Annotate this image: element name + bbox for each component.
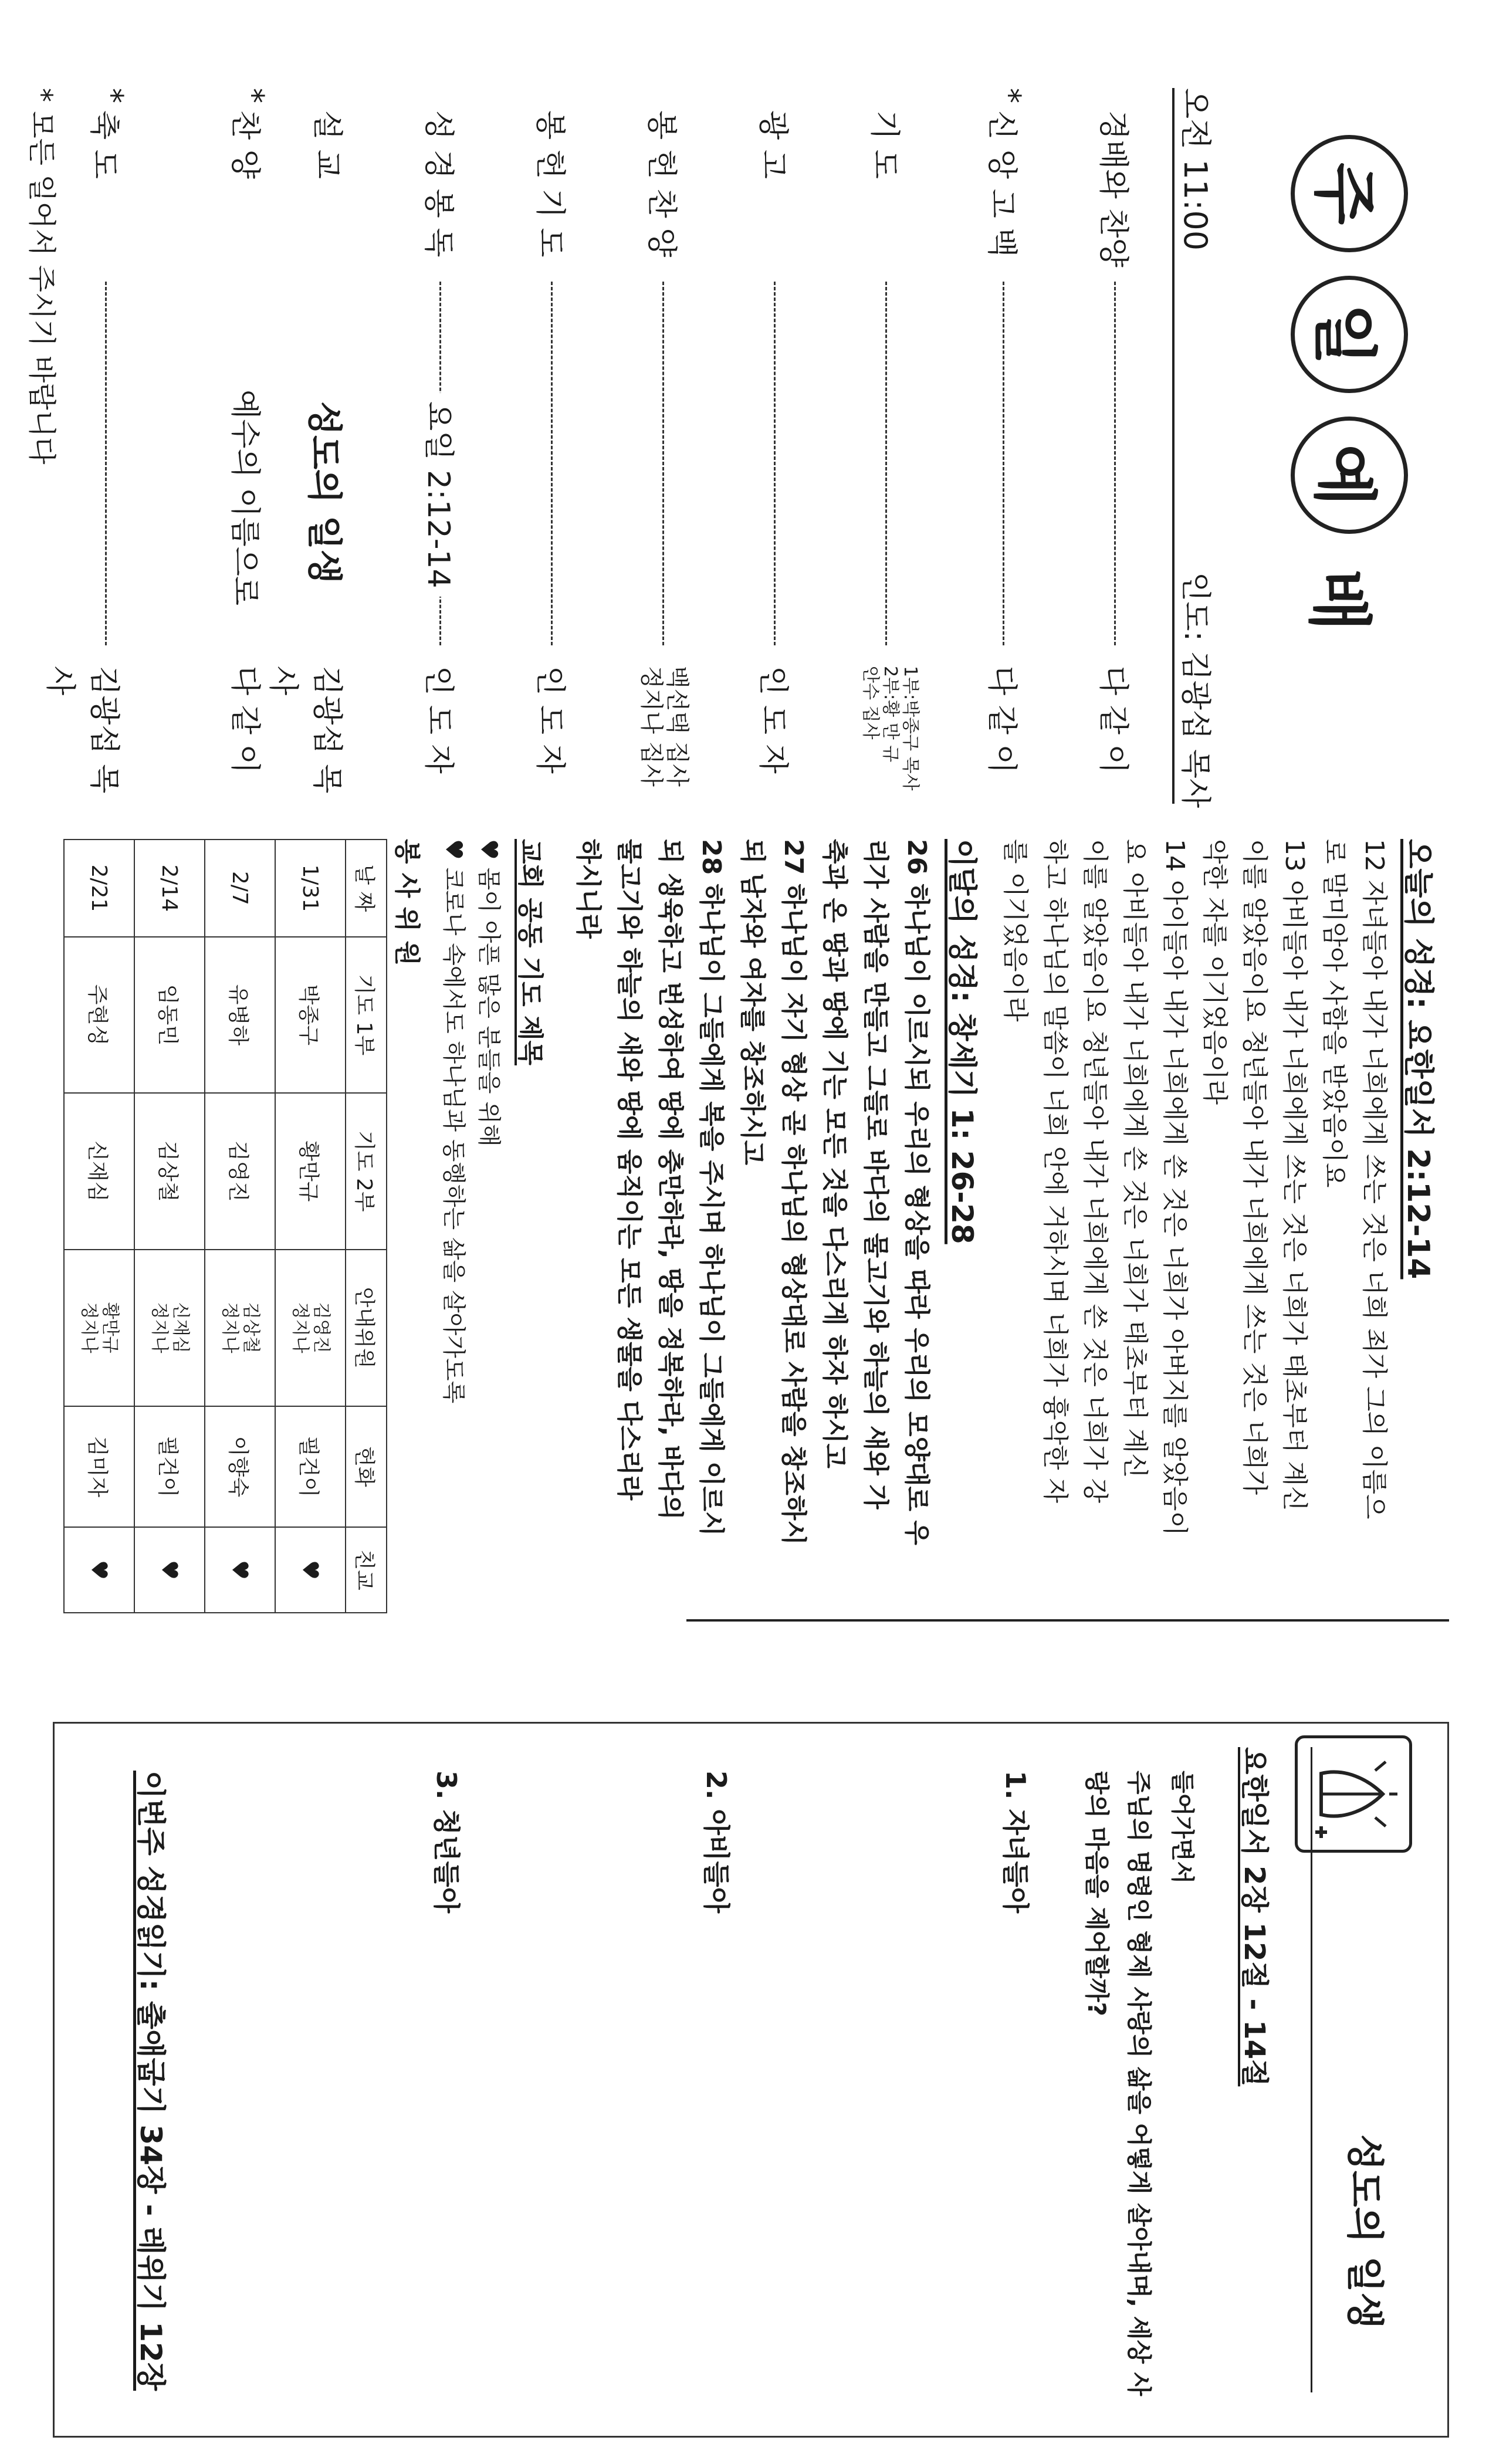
table-header: 기도 1부 bbox=[346, 937, 387, 1093]
dash-leader bbox=[105, 282, 107, 645]
table-cell: 2/21 bbox=[64, 840, 134, 937]
prayer-item: ♥ 몸이 아픈 많은 분들을 위해 bbox=[475, 839, 502, 1147]
table-cell: 신재심 정지나 bbox=[134, 1250, 205, 1406]
table-cell-heart: ♥ bbox=[134, 1527, 205, 1613]
dash-leader bbox=[774, 282, 776, 645]
reflection-subtitle: 요한일서 2장 12절 - 14절 bbox=[1238, 1747, 1271, 2087]
scripture-reference: 요일 2:12-14 bbox=[419, 393, 463, 597]
order-item-name: 찬 양 bbox=[227, 110, 262, 179]
table-cell: 김상철 정지나 bbox=[205, 1250, 275, 1406]
table-row bbox=[134, 840, 205, 1613]
title-rule bbox=[1311, 1747, 1312, 2392]
title-char-3: 예 bbox=[1291, 417, 1408, 534]
table-row bbox=[275, 840, 346, 1613]
verse-line: 축과 온 땅과 땅에 기는 모든 것을 다스리게 하자 하시고 bbox=[820, 839, 849, 1468]
today-scripture-heading: 오늘의 성경: 요한일서 2:12-14 bbox=[1400, 839, 1436, 1280]
table-cell-heart: ♥ bbox=[64, 1527, 134, 1613]
order-item-name: 기 도 bbox=[867, 110, 902, 179]
order-item-person: 1부:박종구 목사 2부:황 만 규 안수 집사 bbox=[860, 666, 920, 791]
dash-leader bbox=[551, 282, 553, 645]
table-cell: 김영진 정지나 bbox=[275, 1250, 346, 1406]
weekly-bible-reading: 이번주 성경읽기: 출애굽기 34장 - 레위기 12장 bbox=[134, 1771, 168, 2391]
order-item-name: 경배와 찬양 bbox=[1095, 110, 1131, 268]
order-item-person: 다 같 이 bbox=[227, 666, 262, 774]
standing-marker: * bbox=[991, 88, 1027, 103]
order-item bbox=[42, 88, 129, 804]
table-cell: 2/7 bbox=[205, 840, 275, 937]
title-char-1: 주 bbox=[1291, 135, 1408, 252]
service-table bbox=[63, 839, 387, 1613]
dash-leader bbox=[662, 282, 664, 645]
hymn-title: 예수의 이름으로 bbox=[226, 381, 270, 614]
table-cell: 김미자 bbox=[64, 1406, 134, 1527]
order-item bbox=[751, 88, 798, 804]
table-cell-heart: ♥ bbox=[275, 1527, 346, 1613]
order-item-name: 축 도 bbox=[86, 110, 121, 179]
dash-leader bbox=[1114, 282, 1116, 645]
table-header: 안내위원 bbox=[346, 1250, 387, 1406]
title-char-2: 일 bbox=[1291, 276, 1408, 393]
prayer-heading: 교회 공동 기도 제목 bbox=[515, 839, 545, 1065]
intro-question: 주님의 명령인 형제 사랑의 삶을 어떻게 살아내며, 세상 사랑의 마음을 제어할까? bbox=[1082, 1771, 1153, 2397]
table-header: 헌화 bbox=[346, 1406, 387, 1527]
verse-line: 악한 자를 이기었음이라 bbox=[1200, 839, 1230, 1105]
order-item bbox=[1091, 88, 1138, 804]
table-header-row bbox=[346, 840, 387, 1613]
order-item-person: 김광섭 목사 bbox=[42, 666, 121, 794]
order-item-name: 봉 헌 기 도 bbox=[532, 110, 567, 258]
verse-line: 하시니라 bbox=[573, 839, 603, 939]
service-time: 오전 11:00 bbox=[1177, 88, 1214, 251]
dash-leader bbox=[1003, 282, 1004, 645]
month-scripture-heading: 이달의 성경: 창세기 1: 26-28 bbox=[945, 839, 979, 1244]
table-row bbox=[205, 840, 275, 1613]
verse-line: 14 아이들아 내가 너희에게 쓴 것은 너희가 아버지를 알았음이 bbox=[1160, 839, 1190, 1536]
verse-line: 이를 알았음이요 청년들아 내가 너희에게 쓰는 것은 너희가 bbox=[1240, 839, 1270, 1495]
verse-line: 12 자녀들아 내가 너희에게 쓰는 것은 너희 죄가 그의 이름으 bbox=[1359, 839, 1389, 1519]
verse-line: 로 말미암아 사함을 받았음이요 bbox=[1319, 839, 1349, 1188]
worship-title bbox=[1267, 135, 1408, 722]
prayer-item: ♥ 코로나 속에서도 하나님과 동행하는 삶을 살아가도록 bbox=[440, 839, 467, 1404]
order-item-person: 다 같 이 bbox=[1095, 666, 1131, 774]
reflection-point: 1. 자녀들아 bbox=[1000, 1771, 1031, 1914]
verse-line: 되 남자와 여자를 창조하시고 bbox=[737, 839, 767, 1166]
verse-line: 물고기와 하늘의 새와 땅에 움직이는 모든 생물을 다스리라 bbox=[614, 839, 644, 1501]
table-cell: 이향숙 bbox=[205, 1406, 275, 1527]
title-char-4: 배 bbox=[1301, 569, 1376, 632]
dash-leader bbox=[885, 282, 887, 645]
reflection-point: 3. 청년들아 bbox=[431, 1771, 462, 1914]
order-item-person: 김광섭 목사 bbox=[265, 666, 344, 794]
reflection-title: 성도의 일생 bbox=[1342, 2134, 1386, 2329]
verse-line: 리가 사람을 만들고 그들로 바다의 물고기와 하늘의 새와 가 bbox=[861, 839, 891, 1509]
table-cell: 2/14 bbox=[134, 840, 205, 937]
order-item-person: 백선택 집사 정지나 집사 bbox=[638, 666, 691, 787]
standing-footnote: * 모든 일어서 주시기 바랍니다 bbox=[25, 88, 58, 465]
table-cell: 황만규 bbox=[275, 1093, 346, 1249]
table-cell: 임동민 bbox=[134, 937, 205, 1093]
order-item-name: 봉 헌 찬 양 bbox=[644, 110, 679, 258]
worship-order-panel bbox=[0, 0, 1496, 839]
order-item bbox=[638, 88, 691, 804]
table-header: 친교 bbox=[346, 1527, 387, 1613]
verse-line: 하고 하나님의 말씀이 너희 안에 거하시며 너희가 흉악한 자 bbox=[1040, 839, 1070, 1503]
sermon-reflection-panel bbox=[53, 1722, 1449, 2438]
table-header: 날 짜 bbox=[346, 840, 387, 937]
order-item bbox=[223, 88, 270, 804]
standing-marker: * bbox=[94, 88, 129, 103]
table-cell: 1/31 bbox=[275, 840, 346, 937]
verse-line: 이를 알았음이요 청년들아 내가 너희에게 쓴 것은 너희가 강 bbox=[1080, 839, 1110, 1503]
header-rule bbox=[1172, 88, 1175, 804]
verse-line: 27 하나님이 자기 형상 곧 하나님의 형상대로 사람을 창조하시 bbox=[779, 839, 808, 1545]
verse-line: 요 아비들아 내가 너희에게 쓴 것은 너희가 태초부터 계신 bbox=[1120, 839, 1150, 1478]
table-cell: 신재심 bbox=[64, 1093, 134, 1249]
order-item-person: 인 도 자 bbox=[755, 666, 790, 774]
verse-line: 26 하나님이 이르시되 우리의 형상을 따라 우리의 모양대로 우 bbox=[902, 839, 932, 1545]
verse-line: 28 하나님이 그들에게 복을 주시며 하나님이 그들에게 이르시 bbox=[696, 839, 726, 1536]
order-item-name: 광 고 bbox=[755, 110, 790, 179]
table-cell: 김상철 bbox=[134, 1093, 205, 1249]
praying-hands-icon bbox=[1298, 1738, 1409, 1850]
order-item bbox=[528, 88, 575, 804]
order-item-name: 성 경 봉 독 bbox=[421, 110, 456, 258]
panel-divider bbox=[686, 1619, 1449, 1622]
table-cell: 주현성 bbox=[64, 937, 134, 1093]
order-item bbox=[265, 88, 352, 804]
order-item-person: 인 도 자 bbox=[532, 666, 567, 774]
order-item bbox=[417, 88, 463, 804]
table-cell: 유병하 bbox=[205, 937, 275, 1093]
order-item-name: 신 앙 고 백 bbox=[984, 110, 1019, 258]
table-cell: 필건이 bbox=[275, 1406, 346, 1527]
table-cell: 황만규 정지나 bbox=[64, 1250, 134, 1406]
sermon-title: 성도의 일생 bbox=[302, 393, 352, 592]
order-item bbox=[980, 88, 1027, 804]
standing-marker: * bbox=[235, 88, 270, 103]
verse-line: 되 생육하고 번성하여 땅에 충만하라, 땅을 정복하라, 바다의 bbox=[655, 839, 685, 1520]
order-item-name: 설 교 bbox=[309, 110, 344, 179]
table-cell: 박종구 bbox=[275, 937, 346, 1093]
order-item-person: 다 같 이 bbox=[984, 666, 1019, 774]
table-cell-heart: ♥ bbox=[205, 1527, 275, 1613]
scripture-panel bbox=[0, 839, 1496, 1657]
praying-hands-logo bbox=[1295, 1735, 1412, 1853]
table-cell: 필건이 bbox=[134, 1406, 205, 1527]
service-leader: 인도: 김광섭 목사 bbox=[1177, 572, 1213, 808]
service-committee-heading: 봉 사 위 원 bbox=[392, 839, 422, 966]
table-header: 기도 2부 bbox=[346, 1093, 387, 1249]
reflection-point: 2. 아비들아 bbox=[700, 1771, 732, 1914]
table-cell: 김영진 bbox=[205, 1093, 275, 1249]
order-item-person: 인 도 자 bbox=[421, 666, 456, 774]
table-row bbox=[64, 840, 134, 1613]
order-item bbox=[860, 88, 920, 804]
verse-line: 13 아비들아 내가 너희에게 쓰는 것은 너희가 태초부터 계신 bbox=[1280, 839, 1309, 1511]
verse-line: 를 이기었음이라 bbox=[1000, 839, 1030, 1022]
intro-heading: 들어가면서 bbox=[1169, 1771, 1196, 1884]
